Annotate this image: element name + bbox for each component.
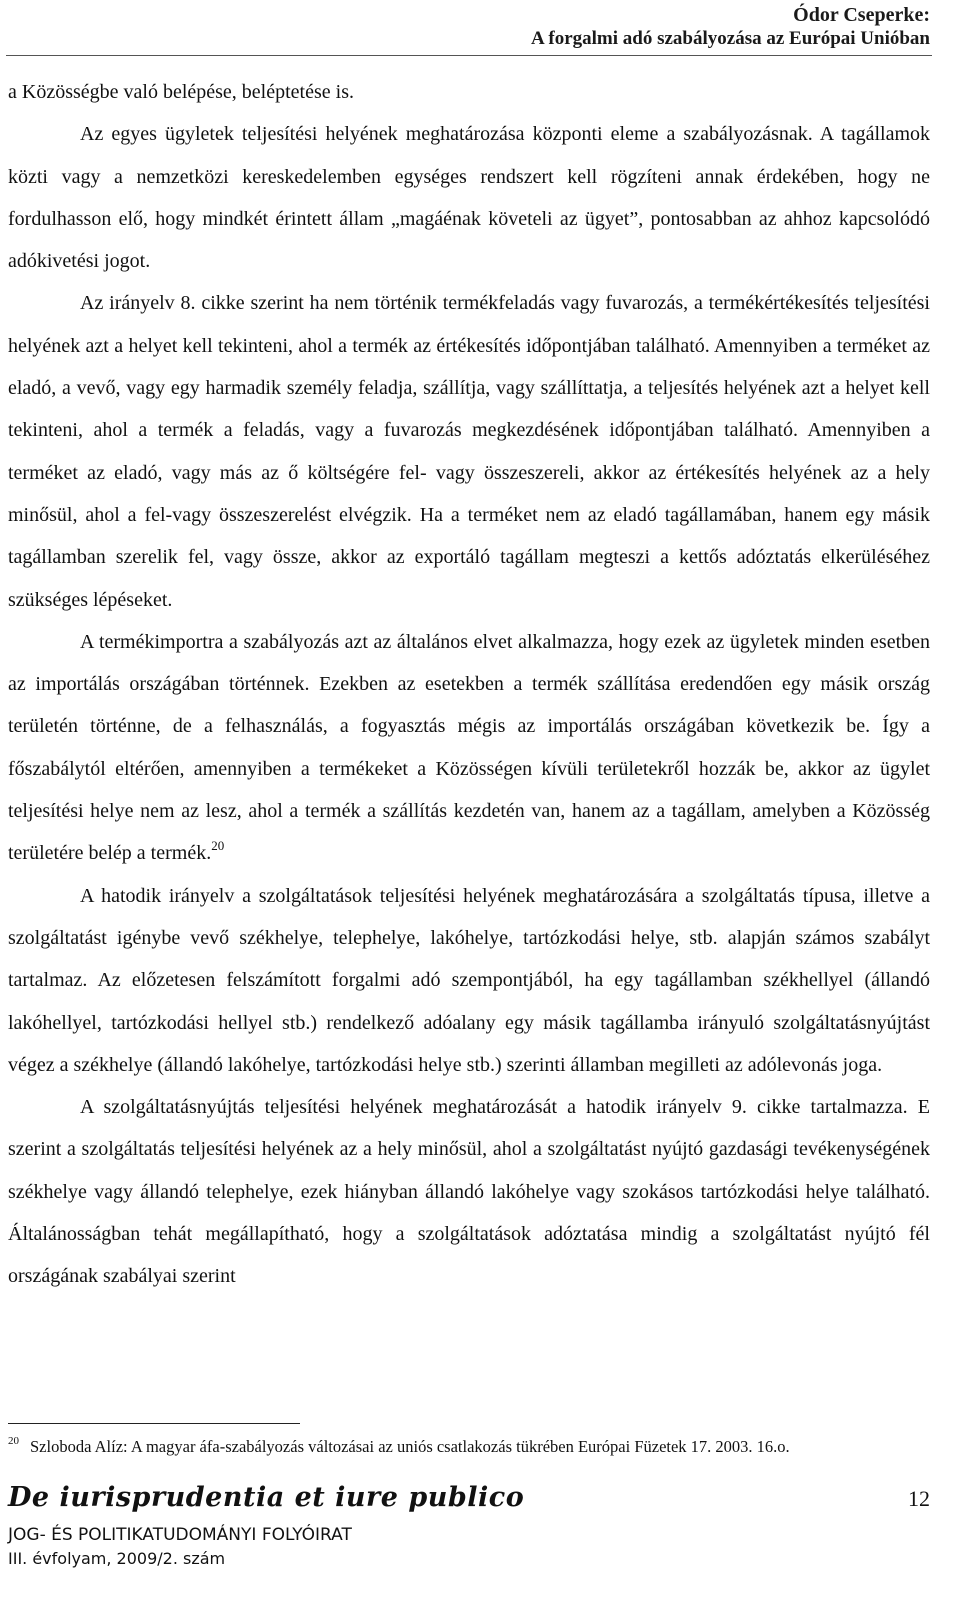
paragraph: A hatodik irányelv a szolgáltatások teljesítési helyének meghatározására a szolgáltatás típusa, illetve a szolgáltatást igénybe vevő székhelye, telephelye, lakóhelye, tartózkodási helye, stb. alapján számos szabályt tartalmaz. Az előzetesen felszámított forgalmi adó szempontjából, ha egy tagállamban székhellyel (állandó lakóhellyel, tartózkodási hellyel stb.) rendelkező adóalany egy másik tagállamba irányuló szolgáltatásnyújtást végez a székhelye (állandó lakóhelye, tartózkodási helye stb.) szerinti államban megilleti az adólevonás joga. xyxy=(8,884,930,1076)
paragraph-with-footnote xyxy=(8,621,930,875)
paragraph-text: A termékimportra a szabályozás azt az általános elvet alkalmazza, hogy ezek az ügyletek minden esetben az importálás országában történnek. Ezekben az esetekben a termék szállítása eredendően egy másik ország területén történne, de a felhasználás, a fogyasztás mégis az importálás országában következik be. Így a főszabálytól eltérően, amennyiben a termékeket a Közösségen kívüli területekről hozzák be, akkor az ügylet teljesítési helye nem az lesz, ahol a termék a szállítás kezdetén van, hanem az a tagállam, amelyben a Közösség területére belép a termék. xyxy=(8,630,930,865)
header-divider xyxy=(6,55,932,56)
header-author: Ódor Cseperke: xyxy=(793,4,930,26)
paragraph: A szolgáltatásnyújtás teljesítési helyének meghatározását a hatodik irányelv 9. cikke tartalmazza. E szerint a szolgáltatás teljesítési helyének az a hely minősül, ahol a szolgáltatást nyújtó gazdasági tevékenységének székhelye vagy állandó telephelye, ezek hiányban állandó lakóhelye vagy szokásos tartózkodási helye található. Általánosságban tehát megállapítható, hogy a szolgáltatások adóztatása mindig a szolgáltatást nyújtó fél országának szabályai szerint xyxy=(8,1096,930,1288)
footnote xyxy=(8,1436,928,1457)
paragraph: Az egyes ügyletek teljesítési helyének meghatározása központi eleme a szabályozásnak. A tagállamok közti vagy a nemzetközi kereskedelemben egységes rendszert kell rögzíteni annak érdekében, hogy ne fordulhasson elő, hogy mindkét érintett állam „magáénak követeli az ügyet”, pontosabban az ahhoz kapcsolódó adókivetési jogot. xyxy=(8,123,930,273)
paragraph: Az irányelv 8. cikke szerint ha nem történik termékfeladás vagy fuvarozás, a termékértékesítés teljesítési helyének azt a helyet kell tekinteni, ahol a termék az értékesítés időpontjában található. Amennyiben a terméket az eladó, a vevő, vagy egy harmadik személy feladja, szállítja, vagy szállíttatja, a teljesítés helyének azt a helyet kell tekinteni, ahol a termék a feladás, vagy a fuvarozás megkezdésének időpontjában található. Amennyiben a terméket az eladó, vagy más az ő költségére fel- vagy összeszereli, akkor az értékesítés helyének az a hely minősül, ahol a fel-vagy összeszerelést elvégzik. Ha a terméket nem az eladó tagállamában, hanem egy másik tagállamban szerelik fel, vagy össze, akkor az exportáló tagállam megteszi a kettős adóztatás elkerüléséhez szükséges lépéseket. xyxy=(8,292,930,611)
footnote-divider xyxy=(8,1423,300,1424)
journal-issue: III. évfolyam, 2009/2. szám xyxy=(8,1549,226,1568)
footnote-number: 20 xyxy=(8,1435,19,1447)
running-header xyxy=(531,2,930,50)
header-title: A forgalmi adó szabályozása az Európai Unióban xyxy=(530,28,930,49)
page-number: 12 xyxy=(908,1486,930,1511)
footnote-reference[interactable]: 20 xyxy=(211,837,225,853)
article-body xyxy=(8,71,930,1298)
journal-name: JOG- ÉS POLITIKATUDOMÁNYI FOLYÓIRAT xyxy=(8,1525,352,1545)
footnote-text: Szloboda Alíz: A magyar áfa-szabályozás változásai az uniós csatlakozás tükrében Európai Füzetek 17. 2003. 16.o. xyxy=(30,1437,790,1456)
journal-brand: De iurisprudentia et iure publico xyxy=(8,1482,525,1513)
paragraph-continuation: a Közösségbe való belépése, beléptetése is. xyxy=(8,81,354,103)
